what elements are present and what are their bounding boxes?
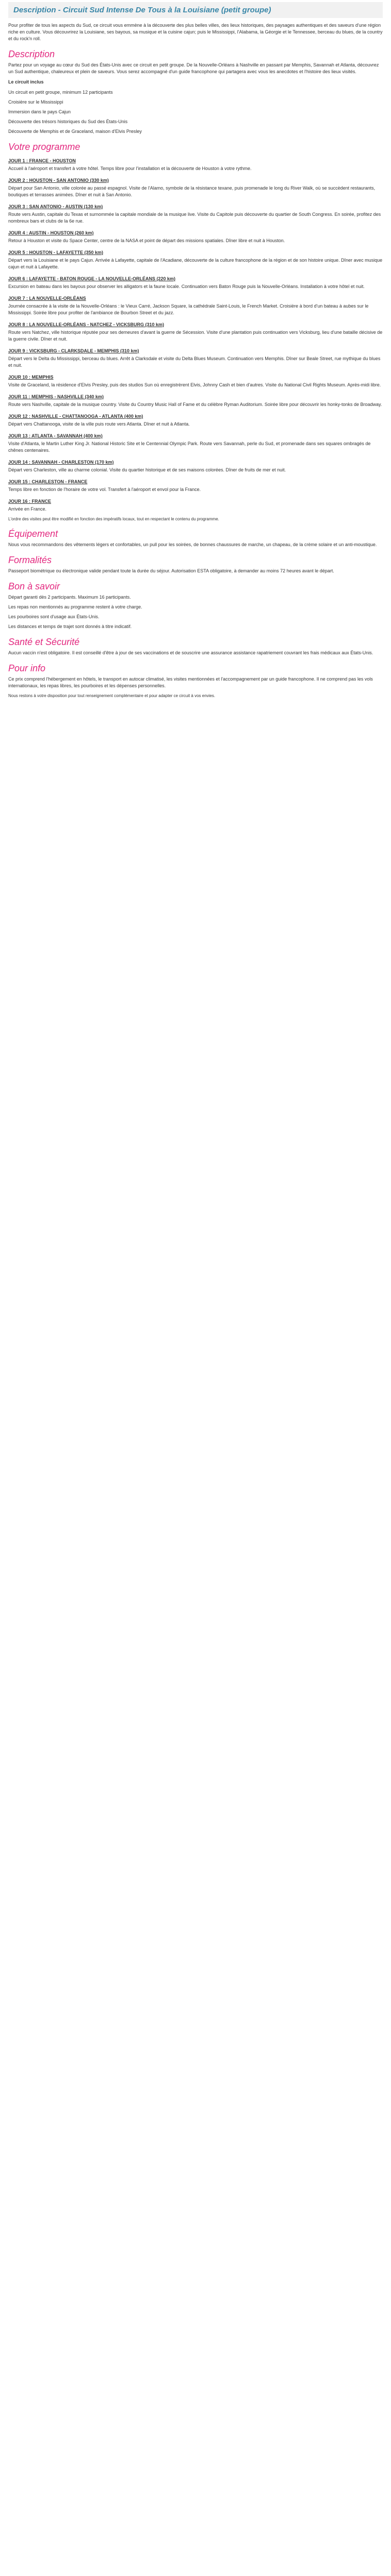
day-text: Journée consacrée à la visite de la Nouvelle-Orléans : le Vieux Carré, Jackson Square, la cathédrale Saint-Louis, le French Market. Croisière à bord d'un bateau à aubes sur le Mississippi. Soirée libre pour profiter de l'ambiance de Bourbon Street et du jazz.	[8, 303, 369, 315]
bon-item: Les distances et temps de trajet sont donnés à titre indicatif.	[8, 624, 132, 629]
inclus-item: Découverte des trésors historiques du Sud des États-Unis	[8, 119, 128, 124]
inclus-heading: Le circuit inclus	[8, 79, 44, 84]
inclus-item: Immersion dans le pays Cajun	[8, 109, 71, 114]
page-content	[0, 0, 391, 706]
inclus-list	[8, 89, 383, 135]
day-text: Accueil à l'aéroport et transfert à votre hôtel. Temps libre pour l'installation et la découverte de Houston à votre rythme.	[8, 166, 252, 171]
equipement-heading: Équipement	[8, 529, 58, 539]
day-title: JOUR 1 : FRANCE - HOUSTON	[8, 158, 76, 163]
day-item	[8, 498, 383, 513]
day-title: JOUR 11 : MEMPHIS - NASHVILLE (340 km)	[8, 394, 104, 399]
bon-item: Départ garanti dès 2 participants. Maximum 16 participants.	[8, 595, 131, 600]
day-text: Route vers Nashville, capitale de la musique country. Visite du Country Music Hall of Fame et du célèbre Ryman Auditorium. Soirée libre pour découvrir les honky-tonks de Broadway.	[8, 402, 382, 407]
formalites-text: Passeport biométrique ou électronique valide pendant toute la durée du séjour. Autorisation ESTA obligatoire, à demander au moins 72 heures avant le départ.	[8, 568, 334, 573]
bon-item: Les repas non mentionnés au programme restent à votre charge.	[8, 604, 142, 609]
day-title: JOUR 16 : FRANCE	[8, 499, 52, 504]
day-text: Départ vers le Delta du Mississippi, berceau du blues. Arrêt à Clarksdale et visite du Delta Blues Museum. Continuation vers Memphis. Dîner sur Beale Street, rue mythique du blues et nuit.	[8, 356, 381, 368]
day-item	[8, 479, 383, 493]
day-item	[8, 433, 383, 454]
inclus-item: Découverte de Memphis et de Graceland, maison d'Elvis Presley	[8, 129, 142, 134]
day-text: Arrivée en France.	[8, 506, 47, 512]
day-item	[8, 177, 383, 198]
day-text: Départ pour San Antonio, ville colorée au passé espagnol. Visite de l'Alamo, symbole de la résistance texane, puis promenade le long du River Walk, où se succèdent restaurants, boutiques et terrasses animées. Dîner et nuit à San Antonio.	[8, 185, 376, 197]
day-title: JOUR 7 : LA NOUVELLE-ORLÉANS	[8, 296, 86, 301]
day-item	[8, 204, 383, 225]
formalites-heading: Formalités	[8, 555, 52, 565]
page-title: Description - Circuit Sud Intense De Tous à la Louisiane (petit groupe)	[13, 6, 271, 14]
bon-heading: Bon à savoir	[8, 581, 60, 591]
inclus-item: Un circuit en petit groupe, minimum 12 participants	[8, 90, 113, 95]
day-item	[8, 249, 383, 270]
bon-item: Les pourboires sont d'usage aux États-Unis.	[8, 614, 100, 619]
equipement-text: Nous vous recommandons des vêtements légers et confortables, un pull pour les soirées, de bonnes chaussures de marche, un chapeau, de la crème solaire et un anti-moustique.	[8, 542, 377, 547]
day-title: JOUR 10 : MEMPHIS	[8, 375, 54, 380]
day-title: JOUR 6 : LAFAYETTE - BATON ROUGE - LA NOUVELLE-ORLÉANS (220 km)	[8, 276, 176, 281]
day-title: JOUR 14 : SAVANNAH - CHARLESTON (170 km)	[8, 460, 114, 465]
day-text: Visite de Graceland, la résidence d'Elvis Presley, puis des studios Sun où enregistrèrent Elvis, Johnny Cash et bien d'autres. Visite du National Civil Rights Museum. Après-midi libre.	[8, 382, 381, 387]
day-item	[8, 230, 383, 244]
day-item	[8, 374, 383, 388]
day-text: Retour à Houston et visite du Space Center, centre de la NASA et point de départ des missions spatiales. Dîner libre et nuit à Houston.	[8, 238, 285, 243]
bottom-spacer	[8, 703, 383, 706]
day-item	[8, 158, 383, 172]
sante-text: Aucun vaccin n'est obligatoire. Il est conseillé d'être à jour de ses vaccinations et de souscrire une assurance assistance rapatriement couvrant les frais médicaux aux États-Unis.	[8, 650, 373, 655]
intro-text: Pour profiter de tous les aspects du Sud, ce circuit vous emmène à la découverte des plus belles villes, des lieux historiques, des paysages authentiques et des saveurs d'une région riche en culture. Vous découvrirez la Louisiane, ses bayous, sa musique et la cuisine cajun; puis le Mississippi, l'Alabama, la Géorgie et le Tennessee, berceau du blues, de la country et du rock'n roll.	[8, 23, 383, 41]
day-text: Route vers Natchez, ville historique réputée pour ses demeures d'avant la guerre de Sécession. Visite d'une plantation puis continuation vers Vicksburg, lieu d'une bataille décisive de la guerre civile. Dîner et nuit.	[8, 330, 383, 342]
day-text: Temps libre en fonction de l'horaire de votre vol. Transfert à l'aéroport et envol pour la France.	[8, 487, 201, 492]
day-list	[8, 158, 383, 513]
day-text: Départ vers la Louisiane et le pays Cajun. Arrivée à Lafayette, capitale de l'Acadiane, découverte de la culture francophone de la région et de son histoire unique. Dîner avec musique cajun et nuit à Lafayette.	[8, 258, 383, 269]
day-item	[8, 413, 383, 428]
day-title: JOUR 13 : ATLANTA - SAVANNAH (400 km)	[8, 433, 103, 438]
prix-text: Ce prix comprend l'hébergement en hôtels, le transport en autocar climatisé, les visites mentionnées et l'accompagnement par un guide francophone. Il ne comprend pas les vols internationaux, les repas libres, les pourboires et les dépenses personnelles.	[8, 676, 373, 688]
inclus-item: Croisière sur le Mississippi	[8, 99, 63, 105]
day-item	[8, 394, 383, 408]
day-item	[8, 348, 383, 369]
day-text: Route vers Austin, capitale du Texas et surnommée la capitale mondiale de la musique live. Visite du Capitole puis découverte du quartier de South Congress. En soirée, profitez des nombreux bars et clubs de la 6e rue.	[8, 212, 381, 224]
closing-text: Nous restons à votre disposition pour tout renseignement complémentaire et pour adapter ce circuit à vos envies.	[8, 693, 216, 698]
day-title: JOUR 2 : HOUSTON - SAN ANTONIO (330 km)	[8, 178, 109, 183]
program-note: L'ordre des visites peut être modifié en fonction des impératifs locaux, tout en respectant le contenu du programme.	[8, 517, 219, 521]
day-text: Excursion en bateau dans les bayous pour observer les alligators et la faune locale. Continuation vers Baton Rouge puis la Nouvelle-Orléans. Installation à votre hôtel et nuit.	[8, 284, 365, 289]
day-text: Visite d'Atlanta, le Martin Luther King Jr. National Historic Site et le Centennial Olympic Park. Route vers Savannah, perle du Sud, et promenade dans ses squares ombragés de chênes centenaires.	[8, 441, 371, 453]
description-text: Partez pour un voyage au cœur du Sud des États-Unis avec ce circuit en petit groupe. De la Nouvelle-Orléans à Nashville en passant par Memphis, Savannah et Atlanta, découvrez un Sud authentique, chaleureux et plein de saveurs. Vous serez accompagné d'un guide francophone qui partagera avec vous les anecdotes et l'histoire des lieux visités.	[8, 62, 379, 74]
day-item	[8, 295, 383, 316]
sante-heading: Santé et Sécurité	[8, 637, 80, 647]
day-item	[8, 459, 383, 473]
title-band	[8, 2, 383, 18]
day-title: JOUR 8 : LA NOUVELLE-ORLÉANS - NATCHEZ - VICKSBURG (310 km)	[8, 322, 165, 327]
day-title: JOUR 12 : NASHVILLE - CHATTANOOGA - ATLANTA (400 km)	[8, 414, 143, 419]
day-title: JOUR 5 : HOUSTON - LAFAYETTE (350 km)	[8, 250, 104, 255]
day-item	[8, 276, 383, 290]
day-title: JOUR 15 : CHARLESTON - FRANCE	[8, 479, 88, 484]
prix-heading: Pour info	[8, 663, 46, 673]
day-title: JOUR 9 : VICKSBURG - CLARKSDALE - MEMPHIS (310 km)	[8, 348, 139, 353]
day-title: JOUR 4 : AUSTIN - HOUSTON (260 km)	[8, 230, 94, 235]
day-title: JOUR 3 : SAN ANTONIO - AUSTIN (130 km)	[8, 204, 103, 209]
day-text: Départ vers Charleston, ville au charme colonial. Visite du quartier historique et de ses maisons colorées. Dîner de fruits de mer et nuit.	[8, 467, 286, 472]
day-text: Départ vers Chattanooga, visite de la ville puis route vers Atlanta. Dîner et nuit à Atlanta.	[8, 421, 190, 427]
bon-list	[8, 594, 383, 630]
day-item	[8, 321, 383, 343]
programme-heading: Votre programme	[8, 142, 80, 152]
description-heading: Description	[8, 49, 55, 59]
